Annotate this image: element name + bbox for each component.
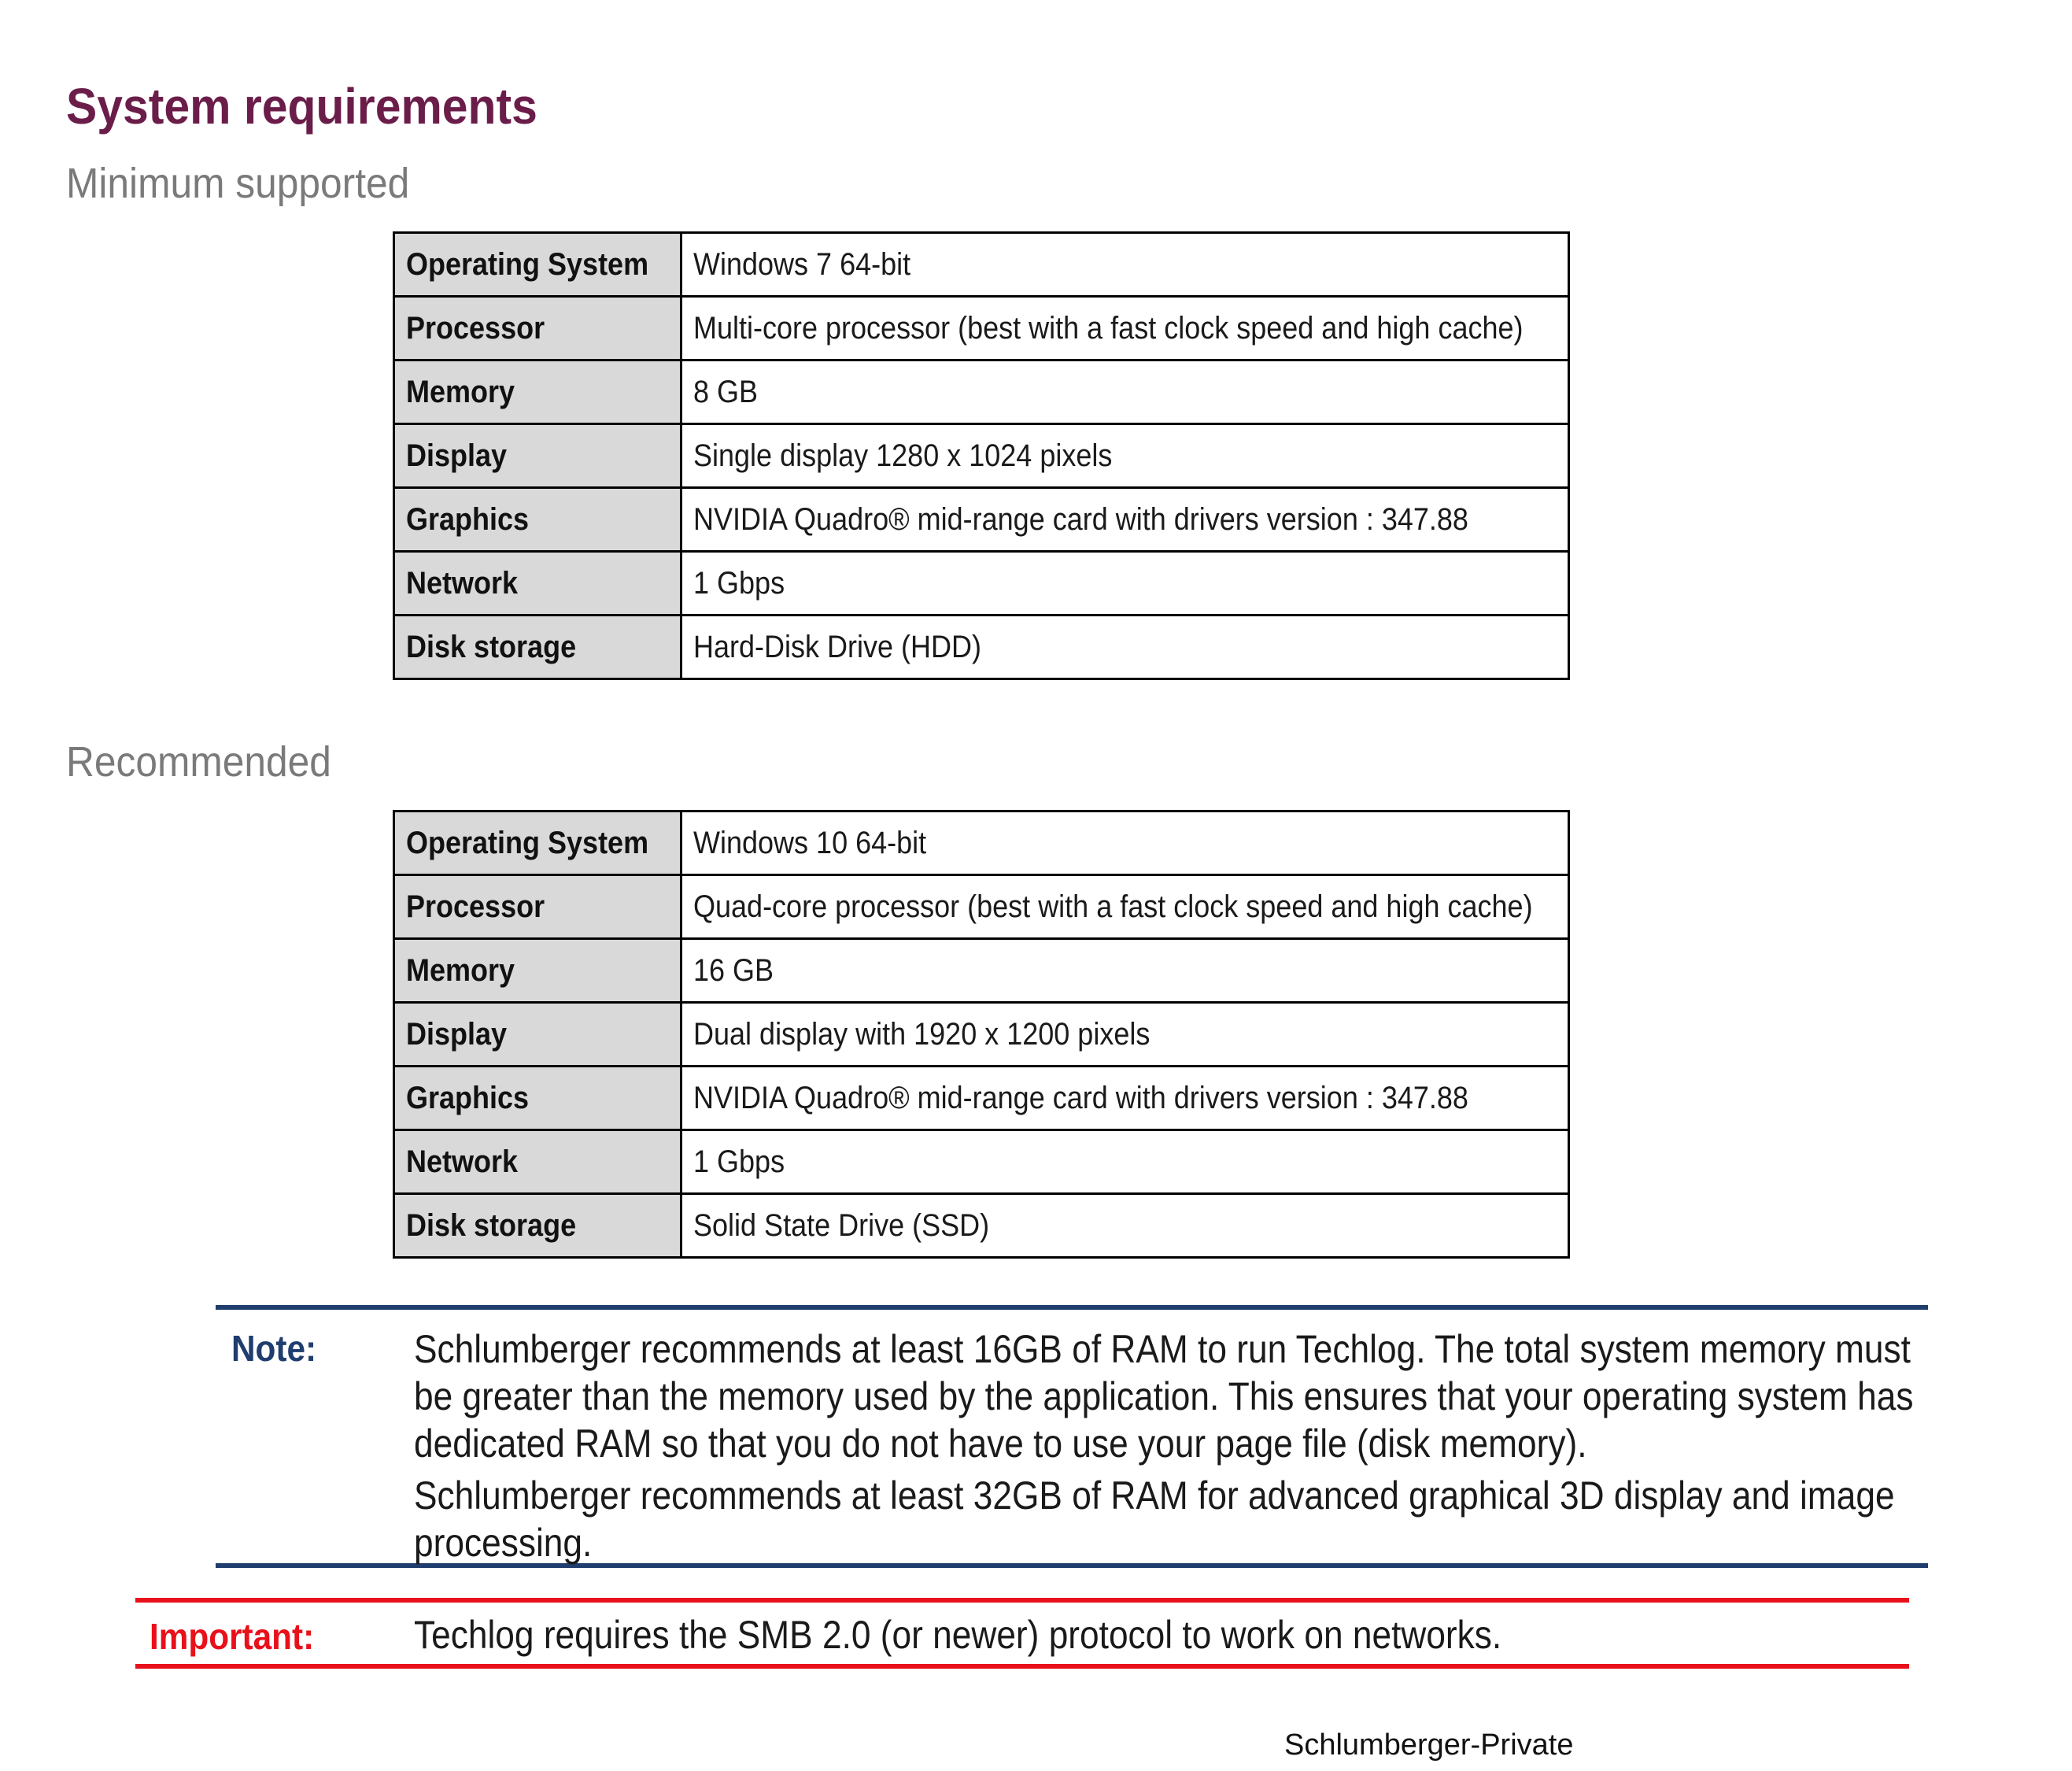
table-row bbox=[394, 1003, 1569, 1067]
page-title: System requirements bbox=[66, 78, 537, 135]
recommended-requirements-table bbox=[393, 810, 1570, 1259]
note-paragraph: Schlumberger recommends at least 16GB of RAM to run Techlog. The total system memory must be greater than the memory used by the application. This ensures that your operating system has dedicated RAM so that you do not have to use your page file (disk memory). bbox=[414, 1327, 1914, 1466]
spec-label: Display bbox=[394, 1003, 681, 1067]
important-text: Techlog requires the SMB 2.0 (or newer) protocol to work on networks. bbox=[414, 1613, 1502, 1657]
spec-value: Quad-core processor (best with a fast clock speed and high cache) bbox=[681, 875, 1569, 939]
table-row bbox=[394, 424, 1569, 488]
table-row bbox=[394, 233, 1569, 297]
note-callout bbox=[216, 1305, 1928, 1568]
spec-value: Windows 10 64-bit bbox=[681, 812, 1569, 875]
spec-label: Display bbox=[394, 424, 681, 488]
minimum-supported-heading: Minimum supported bbox=[66, 160, 410, 207]
minimum-requirements-table bbox=[393, 231, 1570, 680]
spec-value: 1 Gbps bbox=[681, 552, 1569, 616]
spec-label: Operating System bbox=[394, 812, 681, 875]
important-callout bbox=[135, 1598, 1909, 1669]
spec-label: Network bbox=[394, 552, 681, 616]
table-row bbox=[394, 1067, 1569, 1130]
spec-label: Processor bbox=[394, 875, 681, 939]
table-row bbox=[394, 812, 1569, 875]
spec-label: Memory bbox=[394, 939, 681, 1003]
recommended-heading: Recommended bbox=[66, 738, 331, 786]
spec-value: Dual display with 1920 x 1200 pixels bbox=[681, 1003, 1569, 1067]
spec-value: NVIDIA Quadro® mid-range card with drivers version : 347.88 bbox=[681, 488, 1569, 552]
table-row bbox=[394, 1130, 1569, 1194]
spec-value: Windows 7 64-bit bbox=[681, 233, 1569, 297]
table-row bbox=[394, 616, 1569, 679]
spec-value: 16 GB bbox=[681, 939, 1569, 1003]
note-paragraph: Schlumberger recommends at least 32GB of RAM for advanced graphical 3D display and image processing. bbox=[414, 1473, 1895, 1565]
spec-value: NVIDIA Quadro® mid-range card with drivers version : 347.88 bbox=[681, 1067, 1569, 1130]
spec-value: Hard-Disk Drive (HDD) bbox=[681, 616, 1569, 679]
spec-label: Memory bbox=[394, 360, 681, 424]
spec-value: Single display 1280 x 1024 pixels bbox=[681, 424, 1569, 488]
table-row bbox=[394, 488, 1569, 552]
table-row bbox=[394, 939, 1569, 1003]
spec-label: Operating System bbox=[394, 233, 681, 297]
note-text bbox=[414, 1325, 1939, 1571]
spec-label: Processor bbox=[394, 297, 681, 360]
spec-label: Disk storage bbox=[394, 1194, 681, 1258]
table-row bbox=[394, 360, 1569, 424]
note-label: Note: bbox=[231, 1328, 317, 1369]
table-row bbox=[394, 552, 1569, 616]
spec-value: 8 GB bbox=[681, 360, 1569, 424]
table-row bbox=[394, 875, 1569, 939]
spec-value: Multi-core processor (best with a fast clock speed and high cache) bbox=[681, 297, 1569, 360]
spec-label: Graphics bbox=[394, 488, 681, 552]
important-label: Important: bbox=[150, 1616, 315, 1657]
table-row bbox=[394, 297, 1569, 360]
spec-label: Disk storage bbox=[394, 616, 681, 679]
spec-value: 1 Gbps bbox=[681, 1130, 1569, 1194]
spec-value: Solid State Drive (SSD) bbox=[681, 1194, 1569, 1258]
spec-label: Graphics bbox=[394, 1067, 681, 1130]
spec-label: Network bbox=[394, 1130, 681, 1194]
table-row bbox=[394, 1194, 1569, 1258]
classification-footer: Schlumberger-Private bbox=[1284, 1728, 1574, 1762]
